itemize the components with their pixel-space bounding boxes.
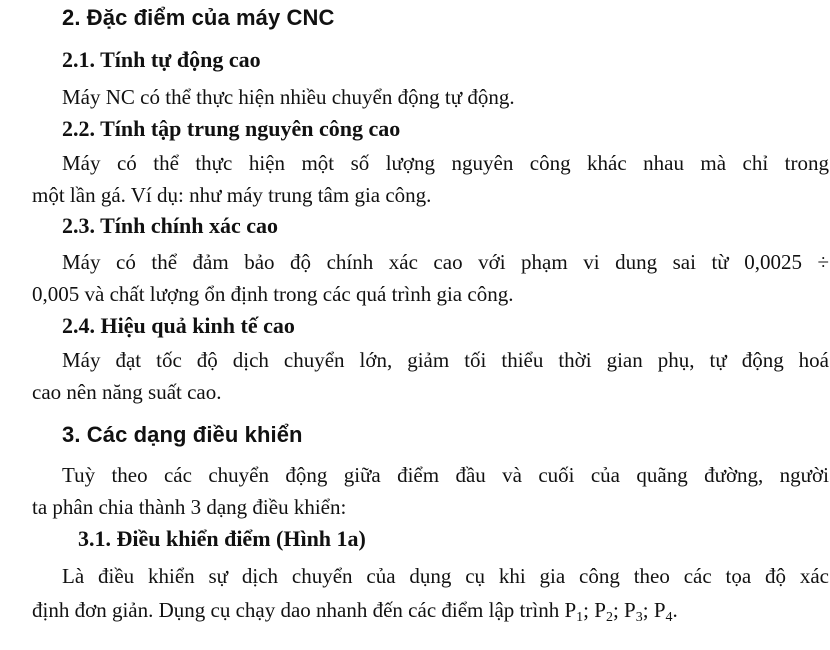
section-2-1-heading: 2.1. Tính tự động cao [62,47,261,72]
section-2-4-text-line-2: cao nên năng suất cao. [32,380,222,404]
point-p4-letter: P [653,598,666,622]
section-3-1-text-line-2-main: định đơn giản. Dụng cụ chạy dao nhanh đến các điểm lập trình [32,598,565,622]
section-2-2-text-line-1: Máy có thể thực hiện một số lượng nguyên công khác nhau mà chỉ trong [62,151,829,175]
sentence-end-period: . [672,598,678,622]
point-separator-3: ; [642,598,654,622]
point-p1-letter: P [564,598,577,622]
section-2-heading: 2. Đặc điểm của máy CNC [62,5,335,30]
section-3-intro-line-1: Tuỳ theo các chuyển động giữa điểm đầu và cuối của quãng đường, người [62,463,829,487]
section-2-3-heading: 2.3. Tính chính xác cao [62,213,278,238]
section-3-1-text-line-2 [32,596,678,624]
section-2-3-text-line-2: 0,005 và chất lượng ổn định trong các quá trình gia công. [32,282,514,306]
point-separator-1: ; [583,598,595,622]
section-2-2-heading: 2.2. Tính tập trung nguyên công cao [62,116,401,141]
point-p2-letter: P [594,598,606,622]
section-3-1-heading: 3.1. Điều khiển điểm (Hình 1a) [78,526,366,551]
point-p1-index: 1 [576,610,584,625]
point-p3-letter: P [624,598,636,622]
section-2-1-text-line-1: Máy NC có thể thực hiện nhiều chuyển động tự động. [62,85,515,109]
section-3-intro-line-2: ta phân chia thành 3 dạng điều khiển: [32,495,347,519]
point-p4-index: 4 [665,610,673,625]
section-2-4-heading: 2.4. Hiệu quả kinh tế cao [62,313,295,338]
section-2-2-text-line-2: một lần gá. Ví dụ: như máy trung tâm gia công. [32,183,432,207]
point-p3-index: 3 [635,610,643,625]
section-2-3-text-line-1: Máy có thể đảm bảo độ chính xác cao với phạm vi dung sai từ 0,0025 ÷ [62,250,829,274]
section-2-4-text-line-1: Máy đạt tốc độ dịch chuyển lớn, giảm tối thiểu thời gian phụ, tự động hoá [62,348,829,372]
point-p2-index: 2 [605,610,613,625]
section-3-1-text-line-1: Là điều khiển sự dịch chuyển của dụng cụ khi gia công theo các tọa độ xác [62,564,829,588]
point-separator-2: ; [612,598,625,622]
section-3-heading: 3. Các dạng điều khiển [62,422,303,447]
